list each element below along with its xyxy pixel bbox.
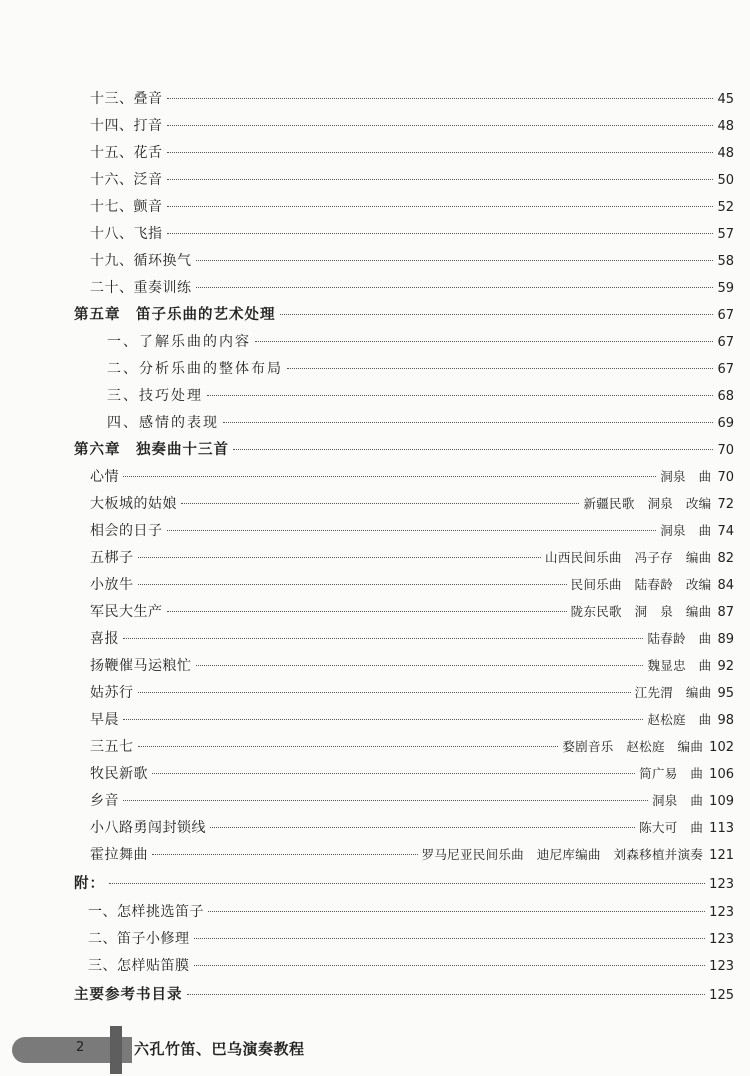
toc-entry [107,333,734,352]
toc-entry-page: 74 [717,524,734,539]
toc-entry-page: 82 [717,551,734,566]
toc-entry-page: 45 [717,92,734,107]
leader-dots [167,152,714,153]
toc-entry-page: 123 [709,905,734,920]
piece-credit: 陇东民歌 洞 泉 编曲 [570,604,712,619]
piece-title: 姑苏行 [90,685,134,701]
toc-entry-title: 十四、打音 [90,118,163,134]
toc-entry-title: 四、感情的表现 [107,415,219,431]
piece-credit: 山西民间乐曲 冯子存 编曲 [545,550,712,565]
piece-entry [90,522,734,541]
leader-dots [167,98,714,99]
toc-entry [90,144,734,163]
piece-title: 霍拉舞曲 [90,847,148,863]
piece-title: 小放牛 [90,577,134,593]
leader-dots [123,800,648,801]
toc-entry-page: 67 [717,308,734,323]
toc-entry-title: 一、怎样挑选笛子 [88,904,204,920]
piece-entry [90,846,734,865]
piece-credit: 陈大可 曲 [639,820,704,835]
toc-entry-page: 95 [717,686,734,701]
leader-dots [181,503,579,504]
toc-entry-title: 三、技巧处理 [107,388,203,404]
toc-entry-title: 十七、颤音 [90,199,163,215]
leader-dots [233,449,713,450]
toc-entry-page: 123 [709,932,734,947]
piece-credit: 罗马尼亚民间乐曲 迪尼库编曲 刘森移植并演奏 [421,847,704,862]
leader-dots [208,911,705,912]
piece-title: 早晨 [90,712,119,728]
toc-entry-page: 123 [709,959,734,974]
leader-dots [207,395,713,396]
piece-entry [90,576,734,595]
toc-entry-page: 72 [717,497,734,512]
piece-credit: 婺剧音乐 赵松庭 编曲 [562,739,704,754]
leader-dots [210,827,635,828]
toc-entry [107,414,734,433]
toc-entry-page: 58 [717,254,734,269]
toc-entry-page: 106 [709,767,734,782]
chapter-title: 第五章 笛子乐曲的艺术处理 [74,307,276,323]
toc-entry [90,198,734,217]
piece-credit: 民间乐曲 陆春龄 改编 [570,577,712,592]
toc-entry-title: 三、怎样贴笛膜 [88,958,190,974]
running-footer-title: 六孔竹笛、巴乌演奏教程 [134,1040,305,1058]
toc-entry-title: 十八、飞指 [90,226,163,242]
toc-entry-title: 二十、重奏训练 [90,280,192,296]
toc-entry-page: 67 [717,335,734,350]
toc-entry-page: 59 [717,281,734,296]
leader-dots [167,233,714,234]
piece-credit: 洞泉 曲 [660,469,712,484]
piece-entry [90,468,734,487]
leader-dots [152,854,418,855]
toc-entry-page: 109 [709,794,734,809]
piece-title: 喜报 [90,631,119,647]
leader-dots [123,719,643,720]
toc-entry [90,279,734,298]
toc-entry [90,171,734,190]
leader-dots [167,530,657,531]
toc-entry-page: 48 [717,146,734,161]
footer-spine-decoration [110,1026,122,1074]
toc-entry-page: 123 [709,877,734,892]
toc-entry-page: 102 [709,740,734,755]
piece-entry [90,603,734,622]
piece-credit: 江先渭 编曲 [634,685,712,700]
toc-entry [107,387,734,406]
page-number: 2 [76,1040,85,1055]
piece-title: 五梆子 [90,550,134,566]
leader-dots [196,665,644,666]
toc-entry-page: 92 [717,659,734,674]
toc-entry-title: 十五、花舌 [90,145,163,161]
toc-entry-page: 68 [717,389,734,404]
toc-entry [90,252,734,271]
toc-entry [88,930,734,949]
piece-entry [90,765,734,784]
piece-credit: 洞泉 曲 [660,523,712,538]
piece-title: 乡音 [90,793,119,809]
piece-title: 相会的日子 [90,523,163,539]
toc-entry-page: 84 [717,578,734,593]
leader-dots [167,125,714,126]
toc-entry-title: 十六、泛音 [90,172,163,188]
toc-entry-page: 121 [709,848,734,863]
piece-entry [90,738,734,757]
toc-entry [90,225,734,244]
toc-entry-page: 87 [717,605,734,620]
toc-entry-page: 125 [709,988,734,1003]
toc-entry-page: 67 [717,362,734,377]
toc-entry-page: 70 [717,443,734,458]
toc-entry-title: 二、笛子小修理 [88,931,190,947]
piece-title: 大板城的姑娘 [90,496,177,512]
piece-credit: 陆春龄 曲 [647,631,712,646]
leader-dots [123,638,643,639]
leader-dots [255,341,713,342]
piece-entry [90,684,734,703]
leader-dots [223,422,713,423]
piece-entry [90,630,734,649]
chapter-title: 主要参考书目录 [74,987,183,1003]
chapter-heading [74,441,734,460]
leader-dots [123,476,656,477]
chapter-heading [74,875,734,894]
piece-credit: 新疆民歌 洞泉 改编 [583,496,712,511]
toc-entry-page: 98 [717,713,734,728]
piece-title: 牧民新歌 [90,766,148,782]
piece-credit: 赵松庭 曲 [647,712,712,727]
leader-dots [187,994,706,995]
piece-entry [90,711,734,730]
toc-entry [88,903,734,922]
leader-dots [138,746,559,747]
toc-entry-page: 48 [717,119,734,134]
piece-credit: 洞泉 曲 [651,793,704,808]
leader-dots [167,179,714,180]
leader-dots [280,314,714,315]
leader-dots [167,611,567,612]
toc-entry-title: 十三、叠音 [90,91,163,107]
toc-entry [90,117,734,136]
piece-title: 小八路勇闯封锁线 [90,820,206,836]
chapter-title: 第六章 独奏曲十三首 [74,442,229,458]
piece-entry [90,657,734,676]
piece-title: 扬鞭催马运粮忙 [90,658,192,674]
toc-entry [88,957,734,976]
leader-dots [138,584,567,585]
chapter-heading [74,306,734,325]
leader-dots [109,883,705,884]
toc-entry-page: 52 [717,200,734,215]
piece-title: 军民大生产 [90,604,163,620]
toc-entry-page: 70 [717,470,734,485]
toc-entry-page: 57 [717,227,734,242]
piece-credit: 魏显忠 曲 [647,658,712,673]
leader-dots [138,557,542,558]
leader-dots [287,368,713,369]
leader-dots [196,260,714,261]
piece-title: 三五七 [90,739,134,755]
chapter-heading [74,986,734,1005]
toc-entry-page: 50 [717,173,734,188]
toc-entry-title: 十九、循环换气 [90,253,192,269]
toc-entry-title: 二、分析乐曲的整体布局 [107,361,283,377]
leader-dots [167,206,714,207]
piece-credit: 简广易 曲 [639,766,704,781]
toc-entry-page: 113 [709,821,734,836]
leader-dots [194,965,706,966]
piece-entry [90,549,734,568]
leader-dots [138,692,631,693]
leader-dots [152,773,635,774]
toc-entry-page: 89 [717,632,734,647]
toc-entry [107,360,734,379]
chapter-title: 附： [74,876,105,892]
piece-entry [90,819,734,838]
leader-dots [194,938,706,939]
piece-entry [90,792,734,811]
piece-title: 心情 [90,469,119,485]
toc-entry-page: 69 [717,416,734,431]
toc-entry [90,90,734,109]
piece-entry [90,495,734,514]
leader-dots [196,287,714,288]
toc-entry-title: 一、了解乐曲的内容 [107,334,251,350]
